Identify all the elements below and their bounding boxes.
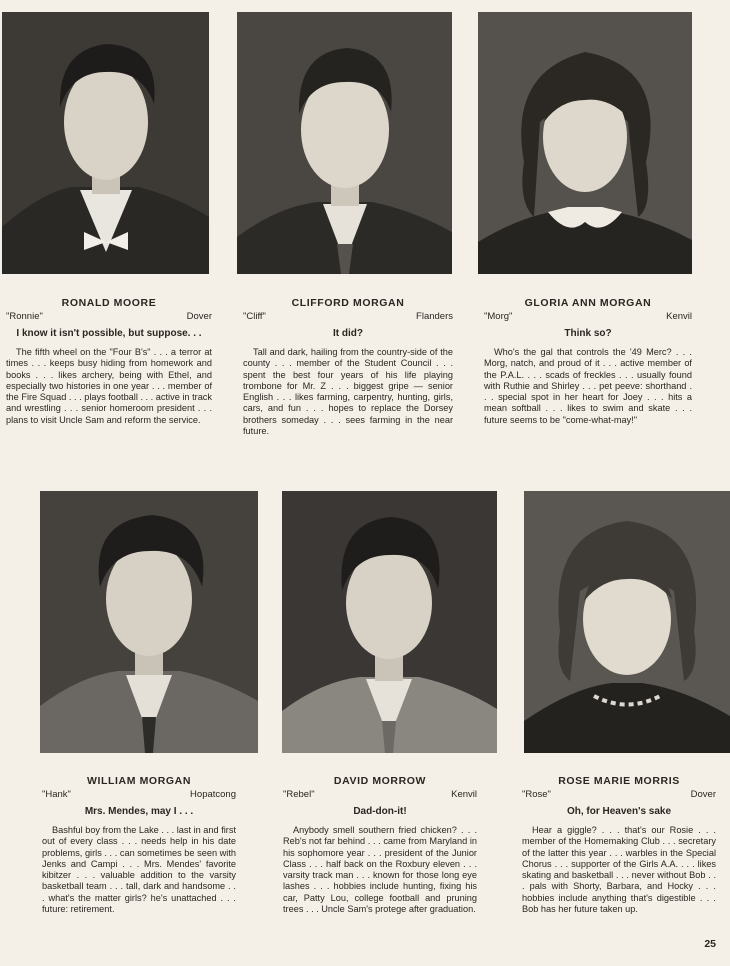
student-quote: I know it isn't possible, but suppose. . . bbox=[16, 328, 202, 339]
portrait-rose-marie-morris bbox=[524, 491, 730, 753]
student-bio: The fifth wheel on the "Four B's" . . . a terror at times . . . keeps busy hiding from homework and books . . . likes archery, being with Ethel, and especially two histories in one year . . . member of the Fire Squad . . . plays football . . . active in track and wrestling . . . senior homeroom president . . . plans to visit Uncle Sam and reform the service. bbox=[6, 347, 212, 425]
student-name: RONALD MOORE bbox=[61, 297, 157, 309]
student-town: Dover bbox=[690, 789, 716, 800]
student-nickname: "Rose" bbox=[522, 789, 551, 800]
student-name: ROSE MARIE MORRIS bbox=[558, 775, 680, 787]
student-nickname: "Morg" bbox=[484, 311, 513, 322]
student-bio: Who's the gal that controls the '49 Merc? . . . Morg, natch, and proud of it . . . active member of the P.A.L. . . . scads of freckles . . . usually found with Ruthie and Shirley . . . pet peeve: shorthand . . . special spot in her heart for Joey . . . hits a mean softball . . . likes to swim and skate . . . future seems to be "come-what-may!" bbox=[484, 347, 692, 425]
student-town: Kenvil bbox=[451, 789, 477, 800]
portrait-william-morgan bbox=[40, 491, 258, 753]
student-meta bbox=[484, 311, 692, 322]
student-town: Dover bbox=[186, 311, 212, 322]
student-meta bbox=[283, 789, 477, 800]
student-nickname: "Ronnie" bbox=[6, 311, 43, 322]
page-number: 25 bbox=[704, 938, 716, 950]
student-entry-william-morgan bbox=[42, 775, 236, 915]
student-town: Kenvil bbox=[666, 311, 692, 322]
student-quote: Oh, for Heaven's sake bbox=[566, 806, 672, 817]
student-meta bbox=[42, 789, 236, 800]
student-quote: It did? bbox=[333, 328, 363, 339]
student-quote: Think so? bbox=[564, 328, 612, 339]
student-entry-rose-marie-morris bbox=[522, 775, 716, 915]
student-meta bbox=[243, 311, 453, 322]
student-bio: Tall and dark, hailing from the country-side of the county . . . member of the Student Council . . . spent the best four years of his life playing trombone for Mr. Z . . . biggest gripe — senior English . . . likes farming, carpentry, hunting, girls, cars, and fun . . . hopes to replace the Dorsey brothers someday . . . sees farming in the near future. bbox=[243, 347, 453, 437]
student-entry-ronald-moore bbox=[6, 297, 212, 426]
student-name: WILLIAM MORGAN bbox=[86, 775, 192, 787]
student-quote: Mrs. Mendes, may I . . . bbox=[84, 806, 194, 817]
student-entry-david-morrow bbox=[283, 775, 477, 915]
student-bio: Bashful boy from the Lake . . . last in and first out of every class . . . needs help in his date problems, girls . . . can sometimes be seen with Jenks and Campi . . . Mrs. Mendes' favorite kibitzer . . . valuable addition to the varsity basketball team . . . tall, dark and handsome . . . what's the matter girls? he's unattached . . . future: retirement. bbox=[42, 825, 236, 915]
student-nickname: "Cliff" bbox=[243, 311, 266, 322]
student-nickname: "Rebel" bbox=[283, 789, 315, 800]
portrait-clifford-morgan bbox=[237, 12, 452, 274]
portrait-david-morrow bbox=[282, 491, 497, 753]
student-meta bbox=[6, 311, 212, 322]
student-town: Flanders bbox=[416, 311, 453, 322]
student-quote: Dad-don-it! bbox=[353, 806, 407, 817]
student-name: CLIFFORD MORGAN bbox=[291, 297, 405, 309]
student-entry-gloria-ann-morgan bbox=[484, 297, 692, 426]
student-bio: Hear a giggle? . . . that's our Rosie . . . member of the Homemaking Club . . . secretary of the latter this year . . . warbles in the Special Chorus . . . supporter of the Girls A.A. . . . likes skating and basketball . . . never without Bob . . . pals with Shorty, Barbara, and Hocky . . . hobbies include anything that's digestible . . . Bob has her future taken up. bbox=[522, 825, 716, 915]
student-entry-clifford-morgan bbox=[243, 297, 453, 437]
portrait-gloria-ann-morgan bbox=[478, 12, 692, 274]
student-name: GLORIA ANN MORGAN bbox=[524, 297, 652, 309]
student-bio: Anybody smell southern fried chicken? . . . Reb's not far behind . . . came from Maryland in his sophomore year . . . president of the Junior Class . . . half back on the Roxbury eleven . . . varsity track man . . . known for those long eye lashes . . . hobbies include hunting, fixing his car, Patty Lou, college football and pruning trees . . . Uncle Sam's protege after graduation. bbox=[283, 825, 477, 915]
student-nickname: "Hank" bbox=[42, 789, 71, 800]
student-town: Hopatcong bbox=[190, 789, 236, 800]
portrait-ronald-moore bbox=[2, 12, 209, 274]
student-name: DAVID MORROW bbox=[333, 775, 427, 787]
student-meta bbox=[522, 789, 716, 800]
